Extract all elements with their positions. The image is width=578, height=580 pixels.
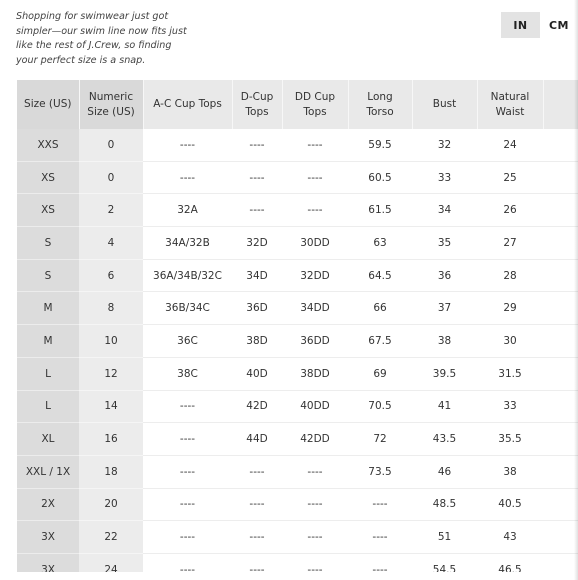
cell-numeric: 18 xyxy=(79,455,143,488)
cell-ac-cup: ---- xyxy=(143,423,232,456)
cell-long-torso: 69 xyxy=(348,357,412,390)
cell-bust: 41 xyxy=(412,390,477,423)
table-row xyxy=(17,455,578,488)
cell-long-torso: ---- xyxy=(348,521,412,554)
table-row xyxy=(17,357,578,390)
cell-numeric: 0 xyxy=(79,129,143,161)
table-row xyxy=(17,488,578,521)
cell-numeric: 20 xyxy=(79,488,143,521)
cell-d-cup: 42D xyxy=(232,390,282,423)
cell-long-torso: 60.5 xyxy=(348,161,412,194)
cell-numeric: 22 xyxy=(79,521,143,554)
cell-numeric: 16 xyxy=(79,423,143,456)
cell-size: 3X xyxy=(17,553,79,572)
unit-cm-button[interactable]: CM xyxy=(540,12,578,38)
cell-ac-cup: 36C xyxy=(143,325,232,358)
cell-bust: 33 xyxy=(412,161,477,194)
cell-dd-cup: 32DD xyxy=(282,259,348,292)
cell-numeric: 6 xyxy=(79,259,143,292)
cell-size: XXS xyxy=(17,129,79,161)
cell-bust: 32 xyxy=(412,129,477,161)
intro-line: simpler—our swim line now fits just xyxy=(16,25,187,37)
cell-dd-cup: 34DD xyxy=(282,292,348,325)
cell-ac-cup: 36A/34B/32C xyxy=(143,259,232,292)
cell-numeric: 10 xyxy=(79,325,143,358)
cell-dd-cup: 42DD xyxy=(282,423,348,456)
cell-long-torso: 63 xyxy=(348,227,412,260)
cell-size: 2X xyxy=(17,488,79,521)
cell-numeric: 4 xyxy=(79,227,143,260)
cell-long-torso: ---- xyxy=(348,488,412,521)
cell-long-torso: 72 xyxy=(348,423,412,456)
cell-ac-cup: 38C xyxy=(143,357,232,390)
header-long-torso: Long Torso xyxy=(348,80,412,129)
cell-size: M xyxy=(17,292,79,325)
cell-bust: 37 xyxy=(412,292,477,325)
cell-dd-cup: 36DD xyxy=(282,325,348,358)
cell-overflow xyxy=(543,455,578,488)
cell-dd-cup: ---- xyxy=(282,488,348,521)
intro-line: like the rest of J.Crew, so finding xyxy=(16,40,172,51)
cell-ac-cup: 32A xyxy=(143,194,232,227)
unit-toggle xyxy=(501,12,578,38)
cell-numeric: 12 xyxy=(79,357,143,390)
cell-bust: 38 xyxy=(412,325,477,358)
cell-long-torso: 64.5 xyxy=(348,259,412,292)
cell-overflow xyxy=(543,553,578,572)
cell-long-torso: 59.5 xyxy=(348,129,412,161)
cell-d-cup: 34D xyxy=(232,259,282,292)
cell-long-torso: 66 xyxy=(348,292,412,325)
cell-ac-cup: ---- xyxy=(143,129,232,161)
header-natural-waist: Natural Waist xyxy=(477,80,543,129)
cell-d-cup: ---- xyxy=(232,161,282,194)
table-row xyxy=(17,194,578,227)
cell-dd-cup: 30DD xyxy=(282,227,348,260)
cell-overflow xyxy=(543,161,578,194)
cell-natural-waist: 26 xyxy=(477,194,543,227)
cell-natural-waist: 40.5 xyxy=(477,488,543,521)
cell-overflow xyxy=(543,292,578,325)
cell-size: L xyxy=(17,357,79,390)
edge-shadow xyxy=(574,0,578,580)
cell-ac-cup: ---- xyxy=(143,553,232,572)
cell-ac-cup: ---- xyxy=(143,521,232,554)
table-row xyxy=(17,227,578,260)
header-d-cup: D-Cup Tops xyxy=(232,80,282,129)
cell-d-cup: ---- xyxy=(232,455,282,488)
cell-d-cup: 40D xyxy=(232,357,282,390)
cell-dd-cup: ---- xyxy=(282,553,348,572)
header-size-us: Size (US) xyxy=(17,80,79,129)
cell-long-torso: 61.5 xyxy=(348,194,412,227)
cell-natural-waist: 29 xyxy=(477,292,543,325)
cell-dd-cup: ---- xyxy=(282,194,348,227)
cell-numeric: 24 xyxy=(79,553,143,572)
cell-long-torso: 67.5 xyxy=(348,325,412,358)
cell-bust: 43.5 xyxy=(412,423,477,456)
cell-size: M xyxy=(17,325,79,358)
size-chart xyxy=(17,80,578,572)
table-row xyxy=(17,553,578,572)
cell-ac-cup: ---- xyxy=(143,390,232,423)
cell-d-cup: ---- xyxy=(232,488,282,521)
cell-bust: 48.5 xyxy=(412,488,477,521)
table-row xyxy=(17,129,578,161)
header-ac-cup: A-C Cup Tops xyxy=(143,80,232,129)
table-row xyxy=(17,259,578,292)
intro-line: your perfect size is a snap. xyxy=(16,54,146,66)
cell-d-cup: 44D xyxy=(232,423,282,456)
table-row xyxy=(17,292,578,325)
cell-numeric: 2 xyxy=(79,194,143,227)
cell-overflow xyxy=(543,390,578,423)
cell-ac-cup: ---- xyxy=(143,488,232,521)
cell-dd-cup: ---- xyxy=(282,521,348,554)
cell-overflow xyxy=(543,423,578,456)
intro-text xyxy=(16,10,216,68)
header-bust: Bust xyxy=(412,80,477,129)
cell-d-cup: ---- xyxy=(232,129,282,161)
size-table xyxy=(17,80,578,572)
cell-d-cup: 32D xyxy=(232,227,282,260)
cell-long-torso: ---- xyxy=(348,553,412,572)
cell-bust: 39.5 xyxy=(412,357,477,390)
cell-natural-waist: 28 xyxy=(477,259,543,292)
cell-ac-cup: 34A/32B xyxy=(143,227,232,260)
cell-d-cup: ---- xyxy=(232,553,282,572)
cell-natural-waist: 43 xyxy=(477,521,543,554)
cell-overflow xyxy=(543,194,578,227)
cell-natural-waist: 27 xyxy=(477,227,543,260)
unit-in-button[interactable]: IN xyxy=(501,12,540,38)
cell-dd-cup: 40DD xyxy=(282,390,348,423)
cell-dd-cup: ---- xyxy=(282,455,348,488)
cell-d-cup: ---- xyxy=(232,194,282,227)
cell-d-cup: 38D xyxy=(232,325,282,358)
header-numeric-size: Numeric Size (US) xyxy=(79,80,143,129)
cell-dd-cup: ---- xyxy=(282,129,348,161)
cell-overflow xyxy=(543,129,578,161)
header-dd-cup: DD Cup Tops xyxy=(282,80,348,129)
table-row xyxy=(17,161,578,194)
cell-d-cup: 36D xyxy=(232,292,282,325)
cell-numeric: 0 xyxy=(79,161,143,194)
cell-natural-waist: 31.5 xyxy=(477,357,543,390)
table-row xyxy=(17,390,578,423)
cell-bust: 34 xyxy=(412,194,477,227)
cell-d-cup: ---- xyxy=(232,521,282,554)
cell-natural-waist: 25 xyxy=(477,161,543,194)
header-overflow-column xyxy=(543,80,578,129)
cell-size: L xyxy=(17,390,79,423)
cell-natural-waist: 30 xyxy=(477,325,543,358)
cell-size: XL xyxy=(17,423,79,456)
cell-overflow xyxy=(543,325,578,358)
cell-bust: 54.5 xyxy=(412,553,477,572)
cell-overflow xyxy=(543,357,578,390)
cell-numeric: 14 xyxy=(79,390,143,423)
cell-long-torso: 70.5 xyxy=(348,390,412,423)
cell-natural-waist: 33 xyxy=(477,390,543,423)
header-row xyxy=(17,80,578,129)
cell-overflow xyxy=(543,521,578,554)
cell-ac-cup: ---- xyxy=(143,161,232,194)
cell-overflow xyxy=(543,488,578,521)
cell-natural-waist: 46.5 xyxy=(477,553,543,572)
table-row xyxy=(17,423,578,456)
table-row xyxy=(17,325,578,358)
cell-dd-cup: ---- xyxy=(282,161,348,194)
table-row xyxy=(17,521,578,554)
cell-natural-waist: 24 xyxy=(477,129,543,161)
cell-dd-cup: 38DD xyxy=(282,357,348,390)
cell-bust: 51 xyxy=(412,521,477,554)
cell-bust: 36 xyxy=(412,259,477,292)
cell-long-torso: 73.5 xyxy=(348,455,412,488)
table-body xyxy=(17,129,578,572)
cell-overflow xyxy=(543,227,578,260)
cell-size: XXL / 1X xyxy=(17,455,79,488)
cell-natural-waist: 38 xyxy=(477,455,543,488)
cell-size: S xyxy=(17,259,79,292)
cell-overflow xyxy=(543,259,578,292)
cell-bust: 46 xyxy=(412,455,477,488)
cell-size: XS xyxy=(17,194,79,227)
cell-size: XS xyxy=(17,161,79,194)
cell-ac-cup: 36B/34C xyxy=(143,292,232,325)
cell-size: S xyxy=(17,227,79,260)
cell-natural-waist: 35.5 xyxy=(477,423,543,456)
cell-ac-cup: ---- xyxy=(143,455,232,488)
cell-size: 3X xyxy=(17,521,79,554)
cell-bust: 35 xyxy=(412,227,477,260)
cell-numeric: 8 xyxy=(79,292,143,325)
intro-line: Shopping for swimwear just got xyxy=(16,11,169,22)
